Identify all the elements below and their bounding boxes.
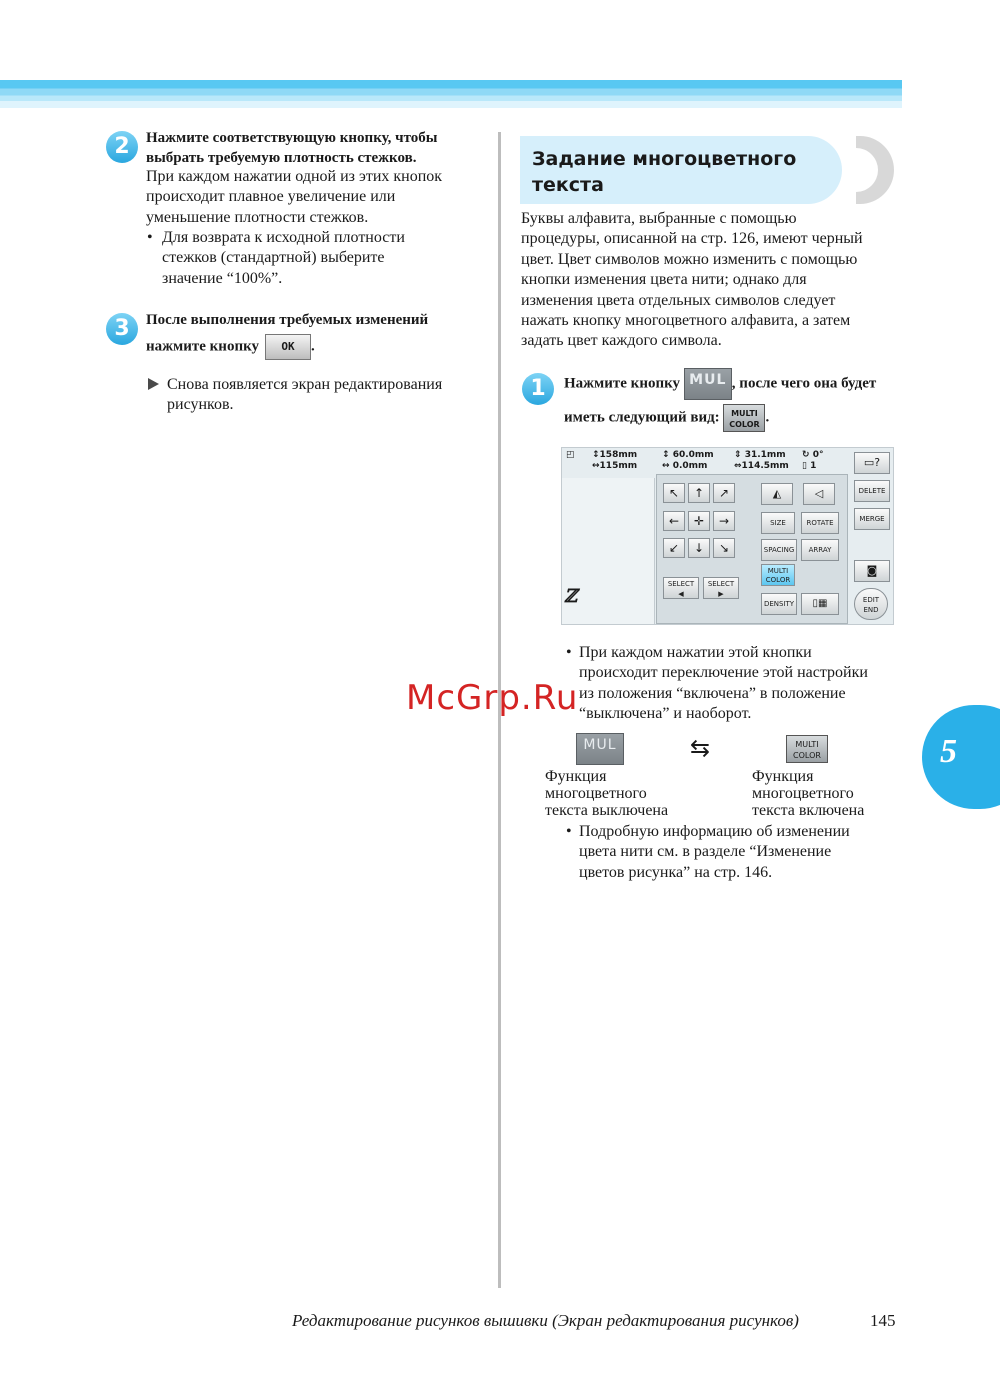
step-3-number: 3 — [106, 313, 138, 345]
text-height: 31.1mm — [744, 450, 786, 460]
pos-y: 60.0mm — [672, 450, 714, 460]
step-3-press-text: нажмите кнопку — [146, 338, 260, 355]
section-title-line-2: текста — [532, 174, 604, 196]
move-up-icon[interactable]: ↑ — [688, 483, 710, 503]
edit-panel — [656, 474, 848, 624]
size-button[interactable]: SIZE — [761, 512, 795, 534]
density-button[interactable]: DENSITY — [761, 593, 797, 615]
on-caption-line-3: текста включена — [752, 802, 865, 819]
select-next-icon: ▶ — [718, 590, 724, 598]
step-2-bullet-line-2: стежков (стандартной) выберите — [162, 249, 385, 267]
stitch-order-icon[interactable]: ▯▦ — [801, 593, 839, 615]
design-preview-glyph: ℤ — [564, 586, 578, 607]
multi-color-on-icon — [723, 404, 765, 432]
step-2-description — [146, 167, 442, 228]
on-caption-line-1: Функция — [752, 768, 814, 785]
step-2-number: 2 — [106, 131, 138, 163]
multi-color-button[interactable] — [761, 564, 795, 586]
move-down-right-icon[interactable]: ↘ — [713, 538, 735, 558]
intro-line-7: задать цвет каждого символа. — [521, 332, 722, 350]
text-width: 114.5mm — [741, 461, 789, 471]
select-prev-icon: ◀ — [678, 590, 684, 598]
select-prev-label: SELECT — [667, 580, 695, 588]
bullet-1-dot: • — [566, 644, 572, 661]
bullet-2 — [579, 822, 850, 883]
bullet-2-line-1: Подробную информацию об изменении — [579, 823, 850, 840]
delete-button[interactable]: DELETE — [854, 480, 890, 502]
step-1-dot: . — [765, 409, 770, 426]
size-width: 115mm — [599, 461, 638, 471]
select-prev-button[interactable] — [663, 577, 699, 599]
step-2-bullet — [162, 228, 405, 289]
step-1-after-text: , после чего она будет — [731, 375, 877, 392]
angle-value: 0° — [812, 450, 824, 460]
move-up-right-icon[interactable]: ↗ — [713, 483, 735, 503]
text-size-readout: ⇕ 31.1mm ⇔114.5mm — [734, 450, 789, 471]
intro-line-1: Буквы алфавита, выбранные с помощью — [521, 210, 797, 227]
step-1-number: 1 — [522, 373, 554, 405]
multi-label: MULTI — [731, 409, 758, 418]
rotate-button[interactable]: ROTATE — [801, 512, 839, 534]
move-up-left-icon[interactable]: ↖ — [663, 483, 685, 503]
result-arrow-icon — [148, 378, 159, 390]
multi-color-off-icon: MUL — [576, 733, 624, 765]
array-button[interactable]: ARRAY — [801, 539, 839, 561]
bullet-2-dot: • — [566, 823, 572, 840]
edit-screen-image — [561, 447, 894, 625]
step-3-result-line-2: рисунков. — [167, 396, 234, 414]
chapter-number: 5 — [940, 733, 957, 770]
center-icon[interactable]: ✛ — [688, 511, 710, 531]
edit-end-button[interactable] — [854, 588, 888, 620]
step-1-line-2 — [564, 404, 769, 432]
bullet-1-line-2: происходит переключение этой настройки — [579, 664, 868, 682]
step-3-result — [167, 375, 442, 416]
multi-on-label-1: MULTI — [795, 740, 819, 749]
on-caption — [752, 768, 864, 819]
preview-icon[interactable]: ◙ — [854, 560, 890, 582]
bullet-1-line-3: из положения “включена” в положение — [579, 684, 846, 702]
section-intro — [521, 209, 863, 352]
page-number: 145 — [870, 1311, 896, 1330]
spacing-button[interactable]: SPACING — [761, 539, 797, 561]
step-1-view-text: иметь следующий вид: — [564, 409, 720, 426]
chapter-tab — [922, 705, 1000, 809]
multi-color-button-line-1: MULTI — [767, 567, 789, 575]
step-3-line-1: После выполнения требуемых изменений — [146, 312, 429, 328]
step-2-bullet-line-3: значение “100%”. — [162, 269, 283, 287]
intro-line-4: кнопки изменения цвета нити; однако для — [521, 271, 807, 289]
multi-color-on-icon-2 — [786, 735, 828, 763]
design-canvas — [562, 478, 655, 624]
flip-icon[interactable]: ◁ — [803, 483, 835, 505]
multi-color-button-line-2: COLOR — [765, 576, 791, 584]
step-3-line-2 — [146, 334, 315, 360]
ok-button[interactable]: OK — [265, 334, 311, 360]
color-label: COLOR — [729, 420, 760, 429]
intro-line-5: изменения цвета отдельных символов следует — [521, 291, 836, 309]
move-right-icon[interactable]: → — [713, 511, 735, 531]
watermark: McGrp.Ru — [406, 678, 579, 718]
color-count: 1 — [810, 461, 817, 471]
step-2-desc-line-2: происходит плавное увеличение или — [146, 188, 396, 206]
bullet-1 — [579, 643, 868, 725]
step-2-instruction — [146, 128, 437, 168]
section-title — [532, 146, 832, 198]
mirror-icon[interactable]: ◭ — [761, 483, 793, 505]
step-1-press-text: Нажмите кнопку — [564, 375, 681, 392]
intro-line-3: цвет. Цвет символов можно изменить с помощью — [521, 250, 858, 268]
step-2-desc-line-3: уменьшение плотности стежков. — [146, 208, 369, 226]
pos-x: 0.0mm — [672, 461, 708, 471]
bullet-2-line-2: цвета нити см. в разделе “Изменение — [579, 843, 832, 861]
select-next-button[interactable] — [703, 577, 739, 599]
page-footer: Редактирование рисунков вышивки (Экран редактирования рисунков) — [292, 1311, 799, 1330]
bullet-1-line-1: При каждом нажатии этой кнопки — [579, 644, 812, 661]
size-readout: ↕158mm ↔115mm — [592, 450, 638, 471]
step-2-bullet-dot: • — [147, 229, 153, 246]
edit-end-line-1: EDIT — [862, 596, 880, 604]
multi-on-label-2: COLOR — [793, 751, 821, 760]
help-icon[interactable]: ▭? — [854, 452, 890, 474]
position-readout: ↕ 60.0mm ↔ 0.0mm — [662, 450, 714, 471]
step-3-result-line-1: Снова появляется экран редактирования — [167, 376, 443, 393]
move-down-icon[interactable]: ↓ — [688, 538, 710, 558]
intro-line-6: нажать кнопку многоцветного алфавита, а затем — [521, 312, 851, 330]
step-2-bullet-line-1: Для возврата к исходной плотности — [162, 229, 405, 246]
move-down-left-icon[interactable]: ↙ — [663, 538, 685, 558]
section-title-line-1: Задание многоцветного — [532, 148, 797, 170]
on-caption-line-2: многоцветного — [752, 785, 854, 802]
move-left-icon[interactable]: ← — [663, 511, 685, 531]
off-caption — [545, 768, 668, 819]
off-caption-line-3: текста выключена — [545, 802, 669, 819]
bullet-1-line-4: “выключена” и наоборот. — [579, 705, 752, 723]
step-2-line-1: Нажмите соответствующую кнопку, чтобы — [146, 130, 438, 146]
header-color-bar — [0, 80, 902, 108]
step-3-dot: . — [311, 338, 315, 355]
merge-button[interactable]: MERGE — [854, 508, 890, 530]
step-2-line-2: выбрать требуемую плотность стежков. — [146, 150, 417, 166]
off-caption-line-1: Функция — [545, 768, 607, 785]
angle-readout: ↻ 0° ▯ 1 — [802, 450, 824, 471]
multi-color-off-button[interactable]: MUL — [684, 368, 732, 400]
intro-line-2: процедуры, описанной на стр. 126, имеют черный — [521, 230, 863, 248]
size-height: 158mm — [599, 450, 638, 460]
step-2-desc-line-1: При каждом нажатии одной из этих кнопок — [146, 168, 443, 185]
off-caption-line-2: многоцветного — [545, 785, 647, 802]
hoop-icon: ◰ — [566, 450, 575, 460]
select-next-label: SELECT — [707, 580, 735, 588]
bullet-2-line-3: цветов рисунка” на стр. 146. — [579, 863, 773, 881]
toggle-arrows-icon: ⇆ — [690, 734, 711, 762]
step-1-line-1 — [564, 368, 876, 400]
edit-end-line-2: END — [863, 606, 879, 614]
